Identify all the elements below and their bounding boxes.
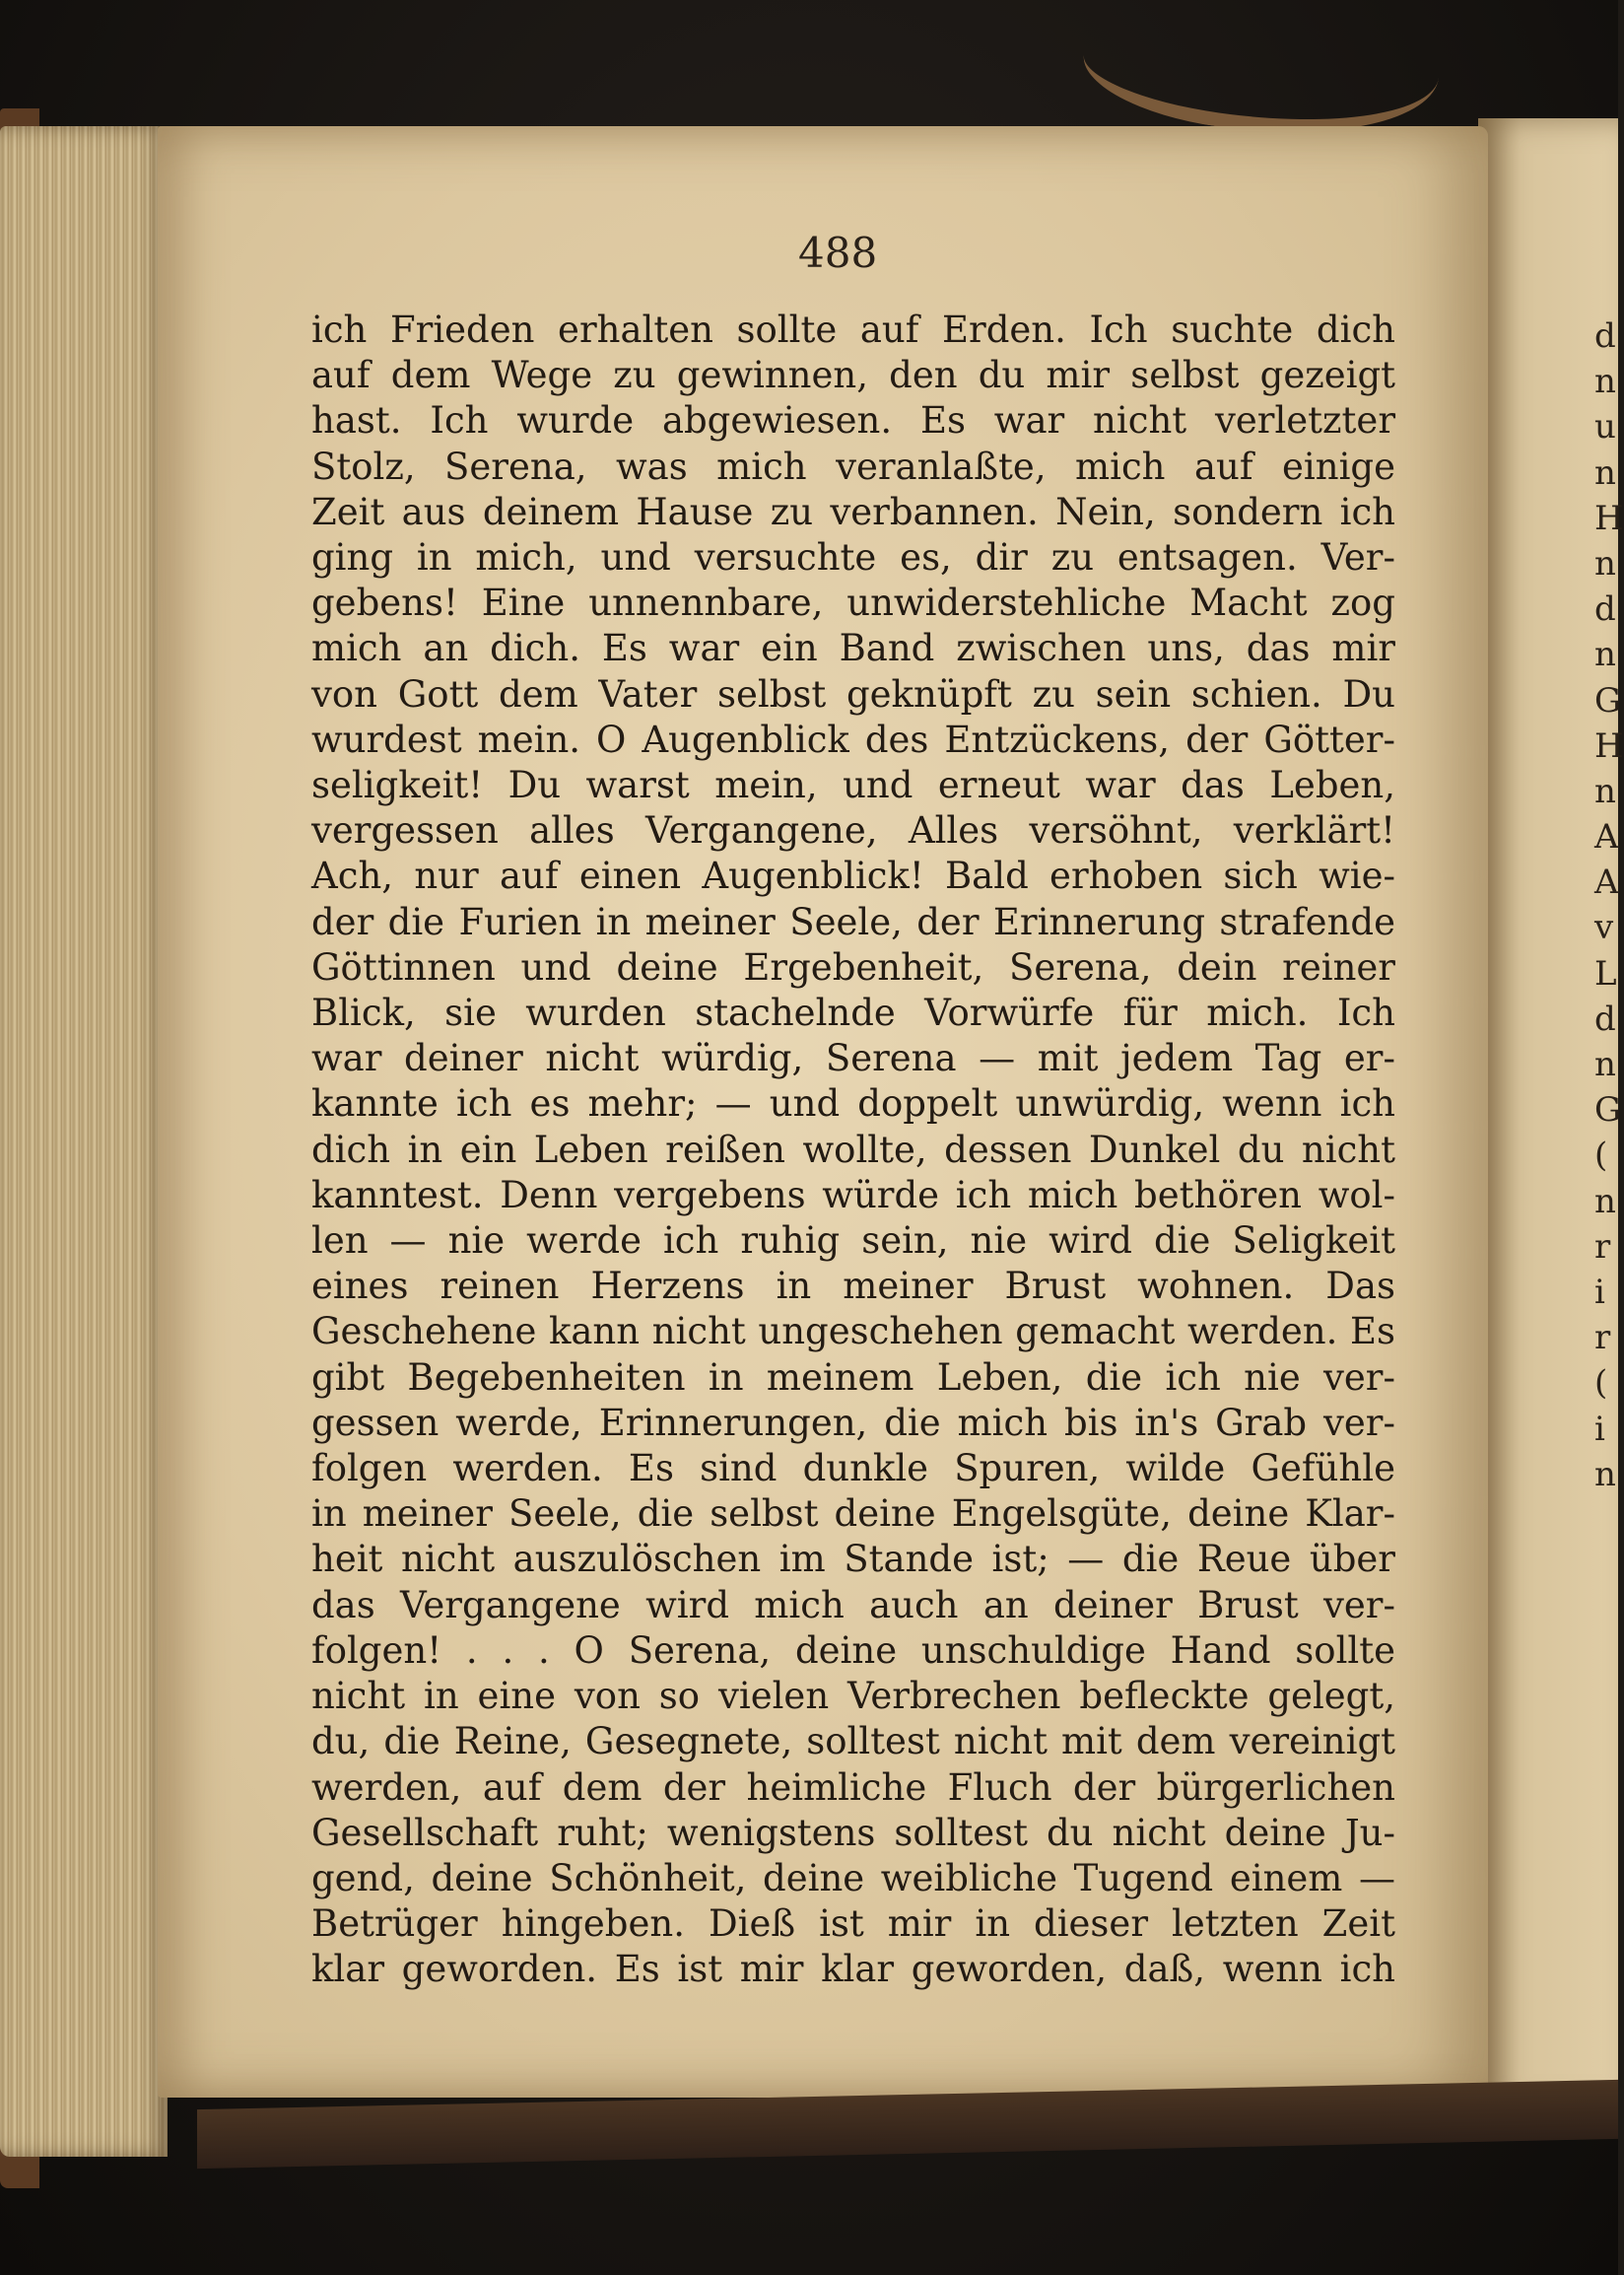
facing-line-start: A — [1594, 862, 1619, 903]
text-line: gend, deine Schönheit, deine weibliche Tugend einem — — [311, 1856, 1395, 1899]
facing-line-start: d — [1594, 316, 1616, 356]
text-line: kannte ich es mehr; — und doppelt unwürdig, wenn ich — [311, 1082, 1395, 1126]
facing-line-start: H — [1594, 498, 1624, 538]
facing-page-text — [1594, 313, 1624, 1497]
facing-line-start: n — [1594, 635, 1616, 675]
text-line: Blick, sie wurden stachelnde Vorwürfe für mich. Ich — [311, 992, 1395, 1035]
facing-line-start: n — [1594, 452, 1616, 493]
facing-line-start: n — [1594, 771, 1616, 811]
facing-line-start: n — [1594, 1045, 1616, 1084]
text-line: Geschehene kann nicht ungeschehen gemacht werden. Es — [311, 1310, 1395, 1353]
text-line: war deiner nicht würdig, Serena — mit jedem Tag er- — [311, 1037, 1395, 1080]
text-line: klar geworden. Es ist mir klar geworden, daß, wenn ich — [311, 1948, 1395, 1991]
text-line: heit nicht auszulöschen im Stande ist; — die Reue über — [311, 1538, 1395, 1581]
text-line: von Gott dem Vater selbst geknüpft zu sein schien. Du — [311, 672, 1395, 716]
text-line: len — nie werde ich ruhig sein, nie wird die Seligkeit — [311, 1219, 1395, 1263]
facing-line-start: v — [1594, 908, 1614, 948]
text-line: seligkeit! Du warst mein, und erneut war das Leben, — [311, 764, 1395, 807]
text-line: gibt Begebenheiten in meinem Leben, die ich nie ver- — [311, 1355, 1395, 1399]
facing-line-start: u — [1594, 407, 1616, 448]
text-line: eines reinen Herzens in meiner Brust wohnen. Das — [311, 1265, 1395, 1308]
text-line: Stolz, Serena, was mich veranlaßte, mich auf einige — [311, 445, 1395, 488]
facing-line-start: d — [1594, 999, 1616, 1039]
page-number: 488 — [798, 229, 878, 277]
text-line: werden, auf dem der heimliche Fluch der bürgerlichen — [311, 1765, 1395, 1809]
page-text — [311, 308, 1395, 1993]
facing-line-start: i — [1594, 1272, 1605, 1312]
facing-line-start: L — [1594, 953, 1617, 994]
text-line: Gesellschaft ruht; wenigstens solltest du nicht deine Ju- — [311, 1811, 1395, 1854]
text-line: dich in ein Leben reißen wollte, dessen Dunkel du nicht — [311, 1128, 1395, 1171]
text-line: vergessen alles Vergangene, Alles versöhnt, verklärt! — [311, 809, 1395, 853]
facing-line-start: r — [1594, 1318, 1611, 1358]
text-line: du, die Reine, Gesegnete, solltest nicht mit dem vereinigt — [311, 1720, 1395, 1763]
facing-line-start: H — [1594, 725, 1624, 766]
text-line: kanntest. Denn vergebens würde ich mich bethören wol- — [311, 1173, 1395, 1216]
facing-line-start: n — [1594, 543, 1616, 584]
facing-line-start: n — [1594, 1454, 1616, 1494]
text-line: mich an dich. Es war ein Band zwischen uns, das mir — [311, 627, 1395, 670]
facing-line-start: G — [1594, 680, 1622, 721]
facing-line-start: ( — [1594, 1363, 1608, 1404]
text-line: in meiner Seele, die selbst deine Engelsgüte, deine Klar- — [311, 1492, 1395, 1536]
text-line: ich Frieden erhalten sollte auf Erden. Ich suchte dich — [311, 309, 1395, 351]
text-line: das Vergangene wird mich auch an deiner Brust ver- — [311, 1583, 1395, 1626]
text-line: wurdest mein. O Augenblick des Entzückens, der Götter- — [311, 718, 1395, 761]
facing-line-start: d — [1594, 589, 1616, 630]
facing-line-start: G — [1594, 1090, 1622, 1131]
facing-line-start: n — [1594, 1181, 1616, 1221]
text-line: folgen! . . . O Serena, deine unschuldige Hand sollte — [311, 1628, 1395, 1672]
text-line: hast. Ich wurde abgewiesen. Es war nicht verletzter — [311, 399, 1395, 443]
facing-line-start: A — [1594, 817, 1619, 858]
text-line: Betrüger hingeben. Dieß ist mir in dieser letzten Zeit — [311, 1902, 1395, 1946]
facing-line-start: i — [1594, 1409, 1605, 1449]
facing-line-start: ( — [1594, 1136, 1608, 1176]
text-line: nicht in eine von so vielen Verbrechen befleckte gelegt, — [311, 1675, 1395, 1718]
text-line: Ach, nur auf einen Augenblick! Bald erhoben sich wie- — [311, 855, 1395, 898]
text-line: auf dem Wege zu gewinnen, den du mir selbst gezeigt — [311, 354, 1395, 397]
text-line: gebens! Eine unnennbare, unwiderstehliche Macht zog — [311, 582, 1395, 625]
facing-line-start: n — [1594, 362, 1616, 402]
text-line: Zeit aus deinem Hause zu verbannen. Nein, sondern ich — [311, 490, 1395, 533]
page-edges — [0, 126, 168, 2157]
text-line: der die Furien in meiner Seele, der Erinnerung strafende — [311, 900, 1395, 943]
text-line: ging in mich, und versuchte es, dir zu entsagen. Ver- — [311, 536, 1395, 580]
text-line: folgen werden. Es sind dunkle Spuren, wilde Gefühle — [311, 1447, 1395, 1490]
facing-line-start: r — [1594, 1226, 1611, 1267]
text-line: gessen werde, Erinnerungen, die mich bis in's Grab ver- — [311, 1401, 1395, 1444]
text-line: Göttinnen und deine Ergebenheit, Serena, dein reiner — [311, 945, 1395, 989]
